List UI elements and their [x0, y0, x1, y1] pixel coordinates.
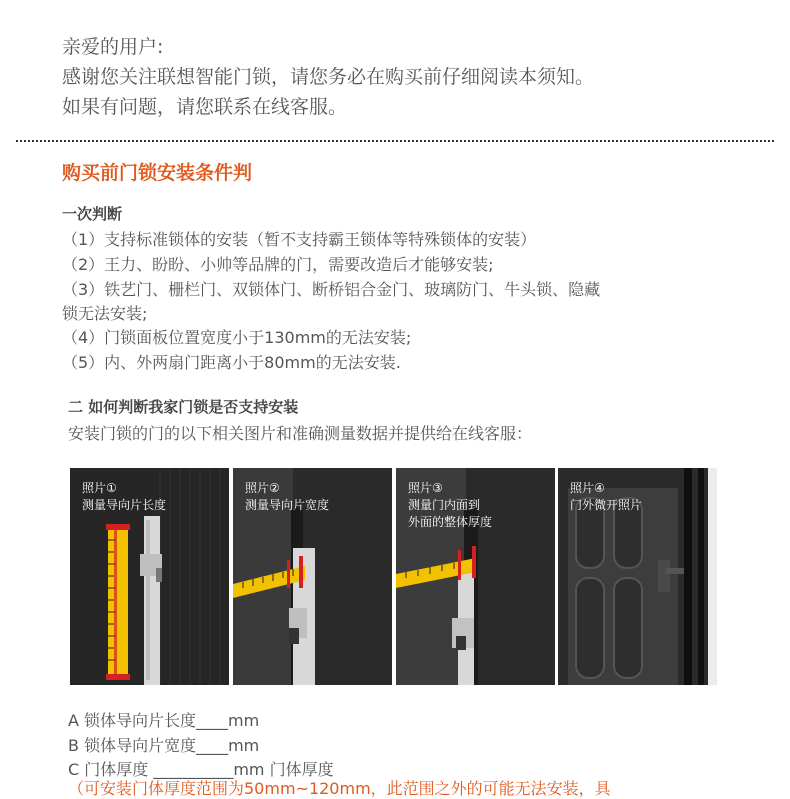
- section-title: 购买前门锁安装条件判: [62, 162, 253, 184]
- photo-caption: 照片② 测量导向片宽度: [245, 481, 330, 512]
- dotted-divider: [16, 140, 774, 142]
- photo-caption: 照片① 测量导向片长度: [82, 481, 167, 512]
- rule-item: （3）铁艺门、栅栏门、双锁体门、断桥铝合金门、玻璃防门、牛头锁、隐藏: [62, 280, 601, 299]
- thanks-line: 感谢您关注联想智能门锁，请您务必在购买前仔细阅读本须知。: [62, 66, 595, 88]
- part1-title: 一次判断: [62, 205, 123, 223]
- measurement-b: B 锁体导向片宽度____mm: [68, 736, 260, 755]
- photo-caption: 照片③ 测量门内面到 外面的整体厚度: [408, 481, 493, 529]
- photo-4-door-ajar: [558, 468, 717, 685]
- measurement-c: C 门体厚度 __________mm 门体厚度: [68, 760, 334, 779]
- greeting-line: 亲爱的用户:: [62, 36, 164, 58]
- contact-line: 如果有问题，请您联系在线客服。: [62, 96, 348, 118]
- rule-item: （2）王力、盼盼、小帅等品牌的门，需要改造后才能够安装;: [62, 255, 494, 274]
- photo-1-guide-length: [70, 468, 229, 685]
- rule-item: （1）支持标准锁体的安装（暂不支持霸王锁体等特殊锁体的安装）: [62, 230, 537, 249]
- photo-2-guide-width: [233, 468, 392, 685]
- rule-item: （4）门锁面板位置宽度小于130mm的无法安装;: [62, 328, 412, 347]
- rule-item: （5）内、外两扇门距离小于80mm的无法安装.: [62, 353, 401, 372]
- measurement-a: A 锁体导向片长度____mm: [68, 711, 260, 730]
- part2-title: 二 如何判断我家门锁是否支持安装: [68, 398, 299, 416]
- part2-description: 安装门锁的门的以下相关图片和准确测量数据并提供给在线客服：: [68, 424, 533, 443]
- rule-item: 锁无法安装;: [62, 304, 148, 323]
- thickness-note: （可安装门体厚度范围为50mm~120mm，此范围之外的可能无法安装，具: [68, 779, 611, 798]
- photo-caption: 照片④ 门外微开照片: [570, 481, 643, 512]
- photo-3-door-thickness: [396, 468, 555, 685]
